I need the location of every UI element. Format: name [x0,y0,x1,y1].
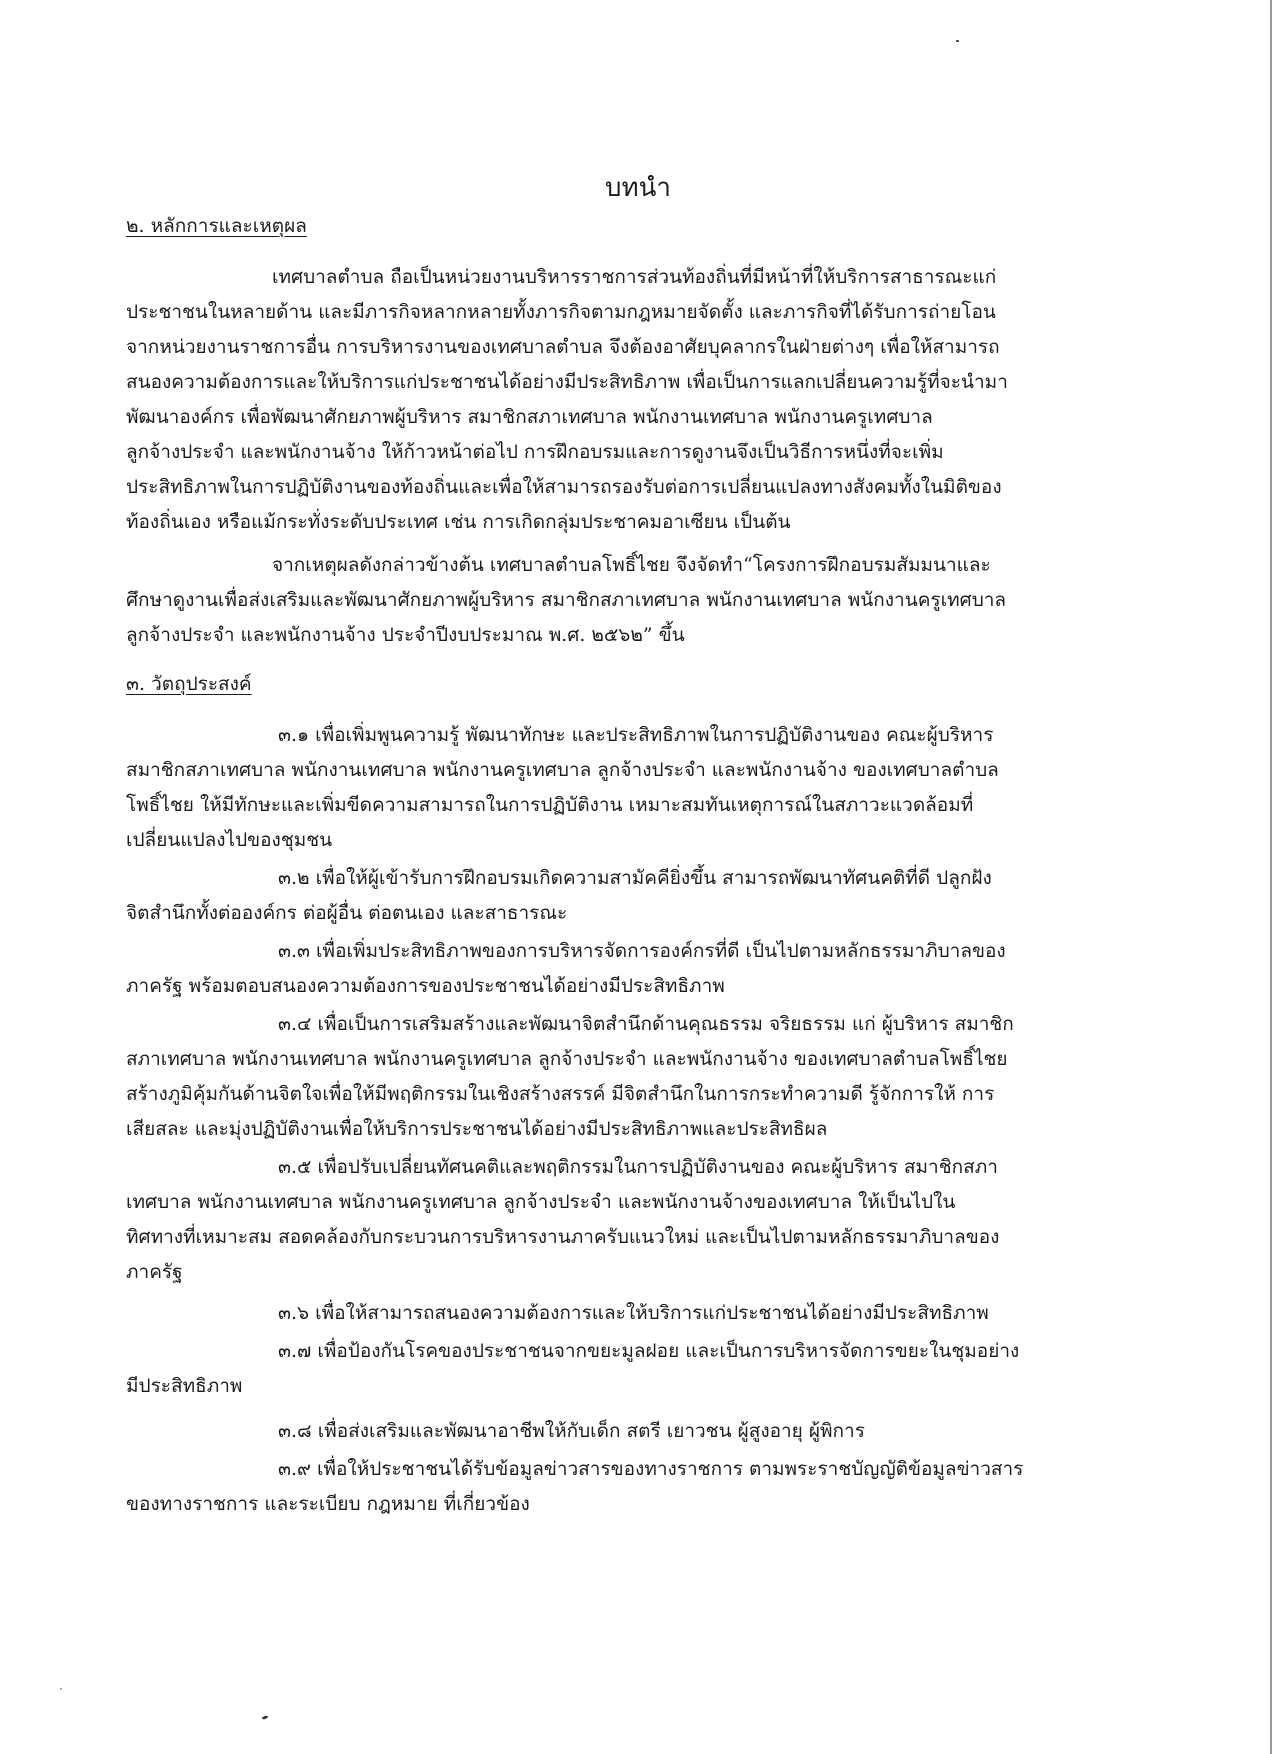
objective-line: ๓.๕ เพื่อปรับเปลี่ยนทัศนคติและพฤติกรรมในการปฏิบัติงานของ คณะผู้บริหาร สมาชิกสภา [278,1156,998,1178]
objective-line: ๓.๓ เพื่อเพิ่มประสิทธิภาพของการบริหารจัดการองค์กรที่ดี เป็นไปตามหลักธรรมาภิบาลของ [278,940,1006,962]
objective-line: ทิศทางที่เหมาะสม สอดคล้องกับกระบวนการบริหารงานภาครับแนวใหม่ และเป็นไปตามหลักธรรมาภิบาลของ [126,1226,1000,1248]
objective-line: ๓.๖ เพื่อให้สามารถสนองความต้องการและให้บริการแก่ประชาชนได้อย่างมีประสิทธิภาพ [278,1302,989,1324]
objective-line: ๓.๙ เพื่อให้ประชาชนได้รับข้อมูลข่าวสารของทางราชการ ตามพระราชบัญญัติข้อมูลข่าวสาร [278,1458,1024,1480]
objective-line: ภาครัฐ [126,1261,183,1283]
objective-line: สภาเทศบาล พนักงานเทศบาล พนักงานครูเทศบาล ลูกจ้างประจำ และพนักงานจ้าง ของเทศบาลตำบลโพธิ์ไชย [126,1048,1008,1070]
paragraph-line: ท้องถิ่นเอง หรือแม้กระทั่งระดับประเทศ เช่น การเกิดกลุ่มประชาคมอาเซียน เป็นต้น [126,511,791,533]
paragraph-line: จากเหตุผลดังกล่าวข้างต้น เทศบาลตำบลโพธิ์ไชย จึงจัดทำ“โครงการฝึกอบรมสัมมนาและ [272,554,991,576]
objective-line: โพธิ์ไชย ให้มีทักษะและเพิ่มขีดความสามารถในการปฏิบัติงาน เหมาะสมทันเหตุการณ์ในสภาวะแวดล้อมที่ [126,794,974,816]
objective-line: ๓.๑ เพื่อเพิ่มพูนความรู้ พัฒนาทักษะ และประสิทธิภาพในการปฏิบัติงานของ คณะผู้บริหาร [278,724,994,746]
scan-edge-line [1270,0,1272,1754]
section-heading-objectives: ๓. วัตถุประสงค์ [126,673,252,695]
objective-line: ภาครัฐ พร้อมตอบสนองความต้องการของประชาชนได้อย่างมีประสิทธิภาพ [126,975,725,997]
paragraph-line: ลูกจ้างประจำ และพนักงานจ้าง ให้ก้าวหน้าต่อไป การฝึกอบรมและการดูงานจึงเป็นวิธีการหนึ่งที่จะเพิ่ม [126,441,944,463]
paragraph-line: ลูกจ้างประจำ และพนักงานจ้าง ประจำปีงบประมาณ พ.ศ. ๒๕๖๒” ขึ้น [126,624,685,646]
paragraph-line: สนองความต้องการและให้บริการแก่ประชาชนได้อย่างมีประสิทธิภาพ เพื่อเป็นการแลกเปลี่ยนความรู้ที่จะนำมา [126,371,1008,393]
objective-line: ๓.๔ เพื่อเป็นการเสริมสร้างและพัฒนาจิตสำนึกด้านคุณธรรม จริยธรรม แก่ ผู้บริหาร สมาชิก [278,1013,1014,1035]
objective-line: เสียสละ และมุ่งปฏิบัติงานเพื่อให้บริการประชาชนได้อย่างมีประสิทธิภาพและประสิทธิผล [126,1118,828,1140]
paragraph-line: ประชาชนในหลายด้าน และมีภารกิจหลากหลายทั้งภารกิจตามกฎหมายจัดตั้ง และภารกิจที่ได้รับการถ่ายโอน [126,301,996,323]
paragraph-line: จากหน่วยงานราชการอื่น การบริหารงานของเทศบาลตำบล จึงต้องอาศัยบุคลากรในฝ่ายต่างๆ เพื่อให้สามารถ [126,336,1000,358]
paragraph-line: ศึกษาดูงานเพื่อส่งเสริมและพัฒนาศักยภาพผู้บริหาร สมาชิกสภาเทศบาล พนักงานเทศบาล พนักงานครูเทศบาล [126,589,1007,611]
scan-speck [956,40,959,42]
page-title: บทนำ [604,173,671,203]
paragraph-line: ประสิทธิภาพในการปฏิบัติงานของท้องถิ่นและเพื่อให้สามารถรองรับต่อการเปลี่ยนแปลงทางสังคมทั้งในมิติของ [126,476,1002,498]
section-heading-principles: ๒. หลักการและเหตุผล [126,215,307,237]
objective-line: ๓.๒ เพื่อให้ผู้เข้ารับการฝึกอบรมเกิดความสามัคคียิ่งขึ้น สามารถพัฒนาทัศนคติที่ดี ปลูกฝัง [278,867,992,889]
objective-line: ๓.๘ เพื่อส่งเสริมและพัฒนาอาชีพให้กับเด็ก สตรี เยาวชน ผู้สูงอายุ ผู้พิการ [278,1420,865,1442]
paragraph-line: เทศบาลตำบล ถือเป็นหน่วยงานบริหารราชการส่วนท้องถิ่นที่มีหน้าที่ให้บริการสาธารณะแก่ [272,266,997,288]
objective-line: สร้างภูมิคุ้มกันด้านจิตใจเพื่อให้มีพฤติกรรมในเชิงสร้างสรรค์ มีจิตสำนึกในการกระทำความดี รู้จักการให้ การ [126,1083,995,1105]
objective-line: เทศบาล พนักงานเทศบาล พนักงานครูเทศบาล ลูกจ้างประจำ และพนักงานจ้างของเทศบาล ให้เป็นไปใน [126,1191,956,1213]
objective-line: มีประสิทธิภาพ [126,1375,243,1397]
paragraph-line: พัฒนาองค์กร เพื่อพัฒนาศักยภาพผู้บริหาร สมาชิกสภาเทศบาล พนักงานเทศบาล พนักงานครูเทศบาล [126,406,933,428]
objective-line: ๓.๗ เพื่อป้องกันโรคของประชาชนจากขยะมูลฝอย และเป็นการบริหารจัดการขยะในชุมอย่าง [278,1340,1020,1362]
scan-speck [262,1715,269,1720]
objective-line: สมาชิกสภาเทศบาล พนักงานเทศบาล พนักงานครูเทศบาล ลูกจ้างประจำ และพนักงานจ้าง ของเทศบาลตำบล [126,759,999,781]
scan-speck [60,1688,62,1690]
objective-line: เปลี่ยนแปลงไปของชุมชน [126,829,333,851]
objective-line: จิตสำนึกทั้งต่อองค์กร ต่อผู้อื่น ต่อตนเอง และสาธารณะ [126,902,568,924]
objective-line: ของทางราชการ และระเบียบ กฎหมาย ที่เกี่ยวข้อง [126,1493,530,1515]
